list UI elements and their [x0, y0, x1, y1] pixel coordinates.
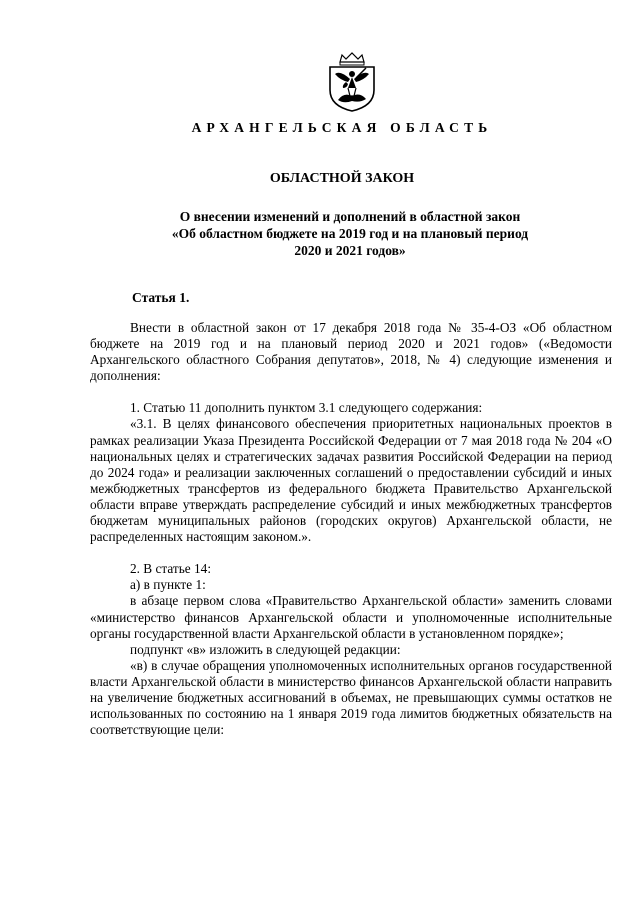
article-heading: Статья 1.: [132, 290, 190, 305]
body-paragraph: «в) в случае обращения уполномоченных исполнительных органов государственной власти Архангельской области в министерство финансов Архангельской области направить на увеличение бюджетных ассигнований в объемах, не превышающих суммы остатков не использованных по состоянию на 1 января 2019 года лимитов бюджетных обязательств на соответствующие цели:: [90, 657, 612, 738]
body-paragraph: а) в пункте 1:: [130, 577, 206, 593]
body-paragraph: 1. Статью 11 дополнить пунктом 3.1 следующего содержания:: [130, 400, 483, 416]
coat-of-arms-icon: [326, 52, 378, 112]
region-title: АРХАНГЕЛЬСКАЯ ОБЛАСТЬ: [191, 120, 493, 135]
law-title-line: 2020 и 2021 годов»: [294, 243, 406, 259]
body-paragraph: подпункт «в» изложить в следующей редакции:: [130, 641, 401, 657]
body-paragraph: 2. В статье 14:: [130, 561, 212, 577]
body-paragraph: «3.1. В целях финансового обеспечения приоритетных национальных проектов в рамках реализации Указа Президента Российской Федерации от 7 мая 2018 года № 204 «О национальных целях и стратегических задачах развития Российской Федерации на период до 2024 года» и реализации заключенных соглашений о предоставлении субсидий и иных межбюджетных трансфертов из федерального бюджета Правительство Архангельской области вправе утверждать распределение субсидий и иных межбюджетных трансфертов бюджетам муниципальных районов (городских округов) Архангельской области, не распределенных настоящим законом.».: [90, 416, 612, 545]
law-title: [120, 208, 580, 260]
document-body: [90, 320, 612, 738]
law-title-line: О внесении изменений и дополнений в областной закон: [179, 209, 521, 224]
law-title-line: «Об областном бюджете на 2019 год и на плановый период: [171, 226, 529, 242]
document-type: ОБЛАСТНОЙ ЗАКОН: [269, 171, 415, 186]
body-paragraph: в абзаце первом слова «Правительство Архангельской области» заменить словами «министерство финансов Архангельской области и уполномоченные исполнительные органы государственной власти Архангельской области в установленном порядке»;: [90, 593, 612, 641]
body-paragraph: Внести в областной закон от 17 декабря 2018 года № 35-4-ОЗ «Об областном бюджете на 2019 год и на плановый период 2020 и 2021 годов» («Ведомости Архангельского областного Собрания депутатов», 2018, № 4) следующие изменения и дополнения:: [90, 320, 612, 384]
